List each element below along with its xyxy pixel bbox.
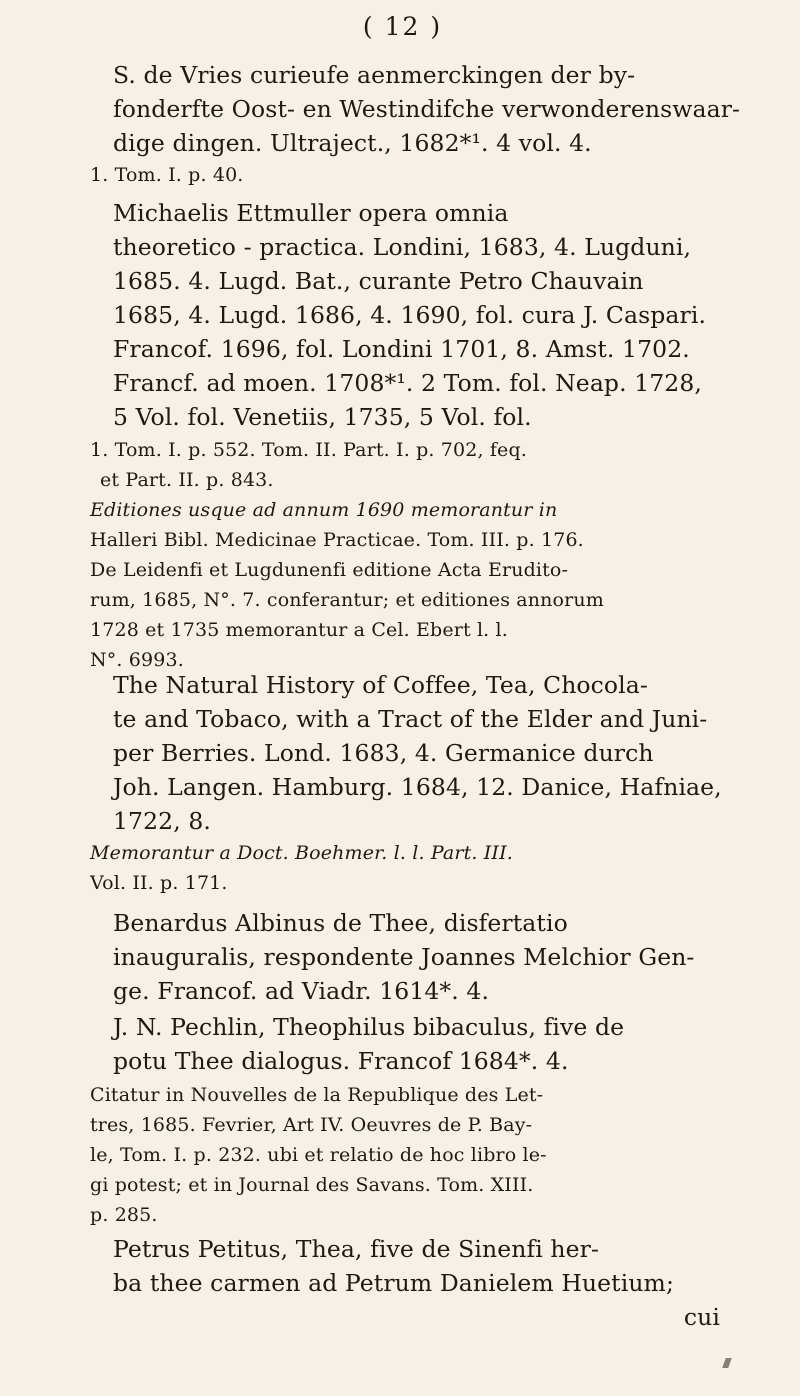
footnote bbox=[90, 1080, 730, 1230]
footnote-line: tres, 1685. Fevrier, Art IV. Oeuvres de P. Bay- bbox=[90, 1114, 533, 1136]
footnote bbox=[90, 160, 730, 190]
footnote-line: 1. Tom. I. p. 40. bbox=[90, 164, 244, 186]
footnote-line: Halleri Bibl. Medicinae Practicae. Tom. III. p. 176. bbox=[90, 529, 584, 551]
entry-text bbox=[90, 196, 730, 434]
footnote-line: N°. 6993. bbox=[90, 649, 184, 671]
footnote-line: 1728 et 1735 memorantur a Cel. Ebert l. l. bbox=[90, 619, 508, 641]
footnote-line: p. 285. bbox=[90, 1204, 158, 1226]
book-page bbox=[90, 0, 741, 1396]
entry-line: potu Thee dialogus. Francof 1684*. 4. bbox=[113, 1047, 569, 1075]
entry-text bbox=[90, 58, 741, 160]
footnote bbox=[90, 435, 730, 675]
bibliography-entry bbox=[90, 1232, 730, 1334]
entry-line: Petrus Petitus, Thea, five de Sinenfi her- bbox=[113, 1235, 600, 1263]
entry-line: 1722, 8. bbox=[113, 807, 211, 835]
entry-line: fonderfte Oost- en Westindifche verwonderenswaar- bbox=[113, 95, 741, 123]
bibliography-entry bbox=[90, 668, 730, 838]
footnote-text bbox=[90, 838, 730, 898]
entry-line: J. N. Pechlin, Theophilus bibaculus, five de bbox=[113, 1013, 625, 1041]
bibliography-entry bbox=[90, 1010, 730, 1078]
footnote-line: rum, 1685, N°. 7. conferantur; et editiones annorum bbox=[90, 589, 604, 611]
footnote-text bbox=[90, 1080, 730, 1230]
entry-line: ba thee carmen ad Petrum Danielem Huetium; bbox=[113, 1269, 674, 1297]
entry-line: Benardus Albinus de Thee, disfertatio bbox=[113, 909, 568, 937]
entry-line: Francof. 1696, fol. Londini 1701, 8. Amst. 1702. bbox=[113, 335, 690, 363]
entry-line: ge. Francof. ad Viadr. 1614*. 4. bbox=[113, 977, 490, 1005]
footnote-line: gi potest; et in Journal des Savans. Tom. XIII. bbox=[90, 1174, 534, 1196]
bibliography-entry bbox=[90, 58, 741, 160]
entry-line: inauguralis, respondente Joannes Melchior Gen- bbox=[113, 943, 695, 971]
entry-line: 1685, 4. Lugd. 1686, 4. 1690, fol. cura J. Caspari. bbox=[113, 301, 707, 329]
footnote bbox=[90, 838, 730, 898]
footnote-line: le, Tom. I. p. 232. ubi et relatio de hoc libro le- bbox=[90, 1144, 547, 1166]
footnote-text bbox=[90, 160, 730, 190]
catchword: cui bbox=[683, 1303, 720, 1331]
footnote-line: Citatur in Nouvelles de la Republique des Let- bbox=[90, 1084, 544, 1106]
entry-text bbox=[90, 906, 730, 1008]
entry-line: theoretico - practica. Londini, 1683, 4. Lugduni, bbox=[113, 233, 692, 261]
entry-line: Joh. Langen. Hamburg. 1684, 12. Danice, Hafniae, bbox=[113, 773, 722, 801]
entry-line: Michaelis Ettmuller opera omnia bbox=[113, 199, 509, 227]
page-number: ( 12 ) bbox=[362, 12, 443, 41]
entry-line: dige dingen. Ultraject., 1682*¹. 4 vol. 4. bbox=[113, 129, 592, 157]
entry-line: te and Tobaco, with a Tract of the Elder and Juni- bbox=[113, 705, 708, 733]
footnote-line: De Leidenfi et Lugdunenfi editione Acta Erudito- bbox=[90, 559, 569, 581]
entry-line: Francf. ad moen. 1708*¹. 2 Tom. fol. Neap. 1728, bbox=[113, 369, 702, 397]
footnote-line: Vol. II. p. 171. bbox=[90, 872, 228, 894]
entry-line: per Berries. Lond. 1683, 4. Germanice durch bbox=[113, 739, 654, 767]
footnote-line: Editiones usque ad annum 1690 memorantur in bbox=[90, 499, 558, 521]
entry-text bbox=[90, 668, 730, 838]
footnote-line: Memorantur a Doct. Boehmer. l. l. Part. III. bbox=[90, 842, 513, 864]
entry-line: 1685. 4. Lugd. Bat., curante Petro Chauvain bbox=[113, 267, 644, 295]
entry-text bbox=[90, 1232, 730, 1334]
bibliography-entry bbox=[90, 906, 730, 1008]
footnote-line: et Part. II. p. 843. bbox=[100, 469, 274, 491]
entry-line: 5 Vol. fol. Venetiis, 1735, 5 Vol. fol. bbox=[113, 403, 532, 431]
entry-text bbox=[90, 1010, 730, 1078]
entry-line: The Natural History of Coffee, Tea, Chocola- bbox=[113, 671, 648, 699]
footnote-line: 1. Tom. I. p. 552. Tom. II. Part. I. p. 702, feq. bbox=[90, 439, 527, 461]
footnote-text bbox=[90, 435, 730, 675]
bibliography-entry bbox=[90, 196, 730, 434]
entry-line: S. de Vries curieufe aenmerckingen der by- bbox=[113, 61, 636, 89]
